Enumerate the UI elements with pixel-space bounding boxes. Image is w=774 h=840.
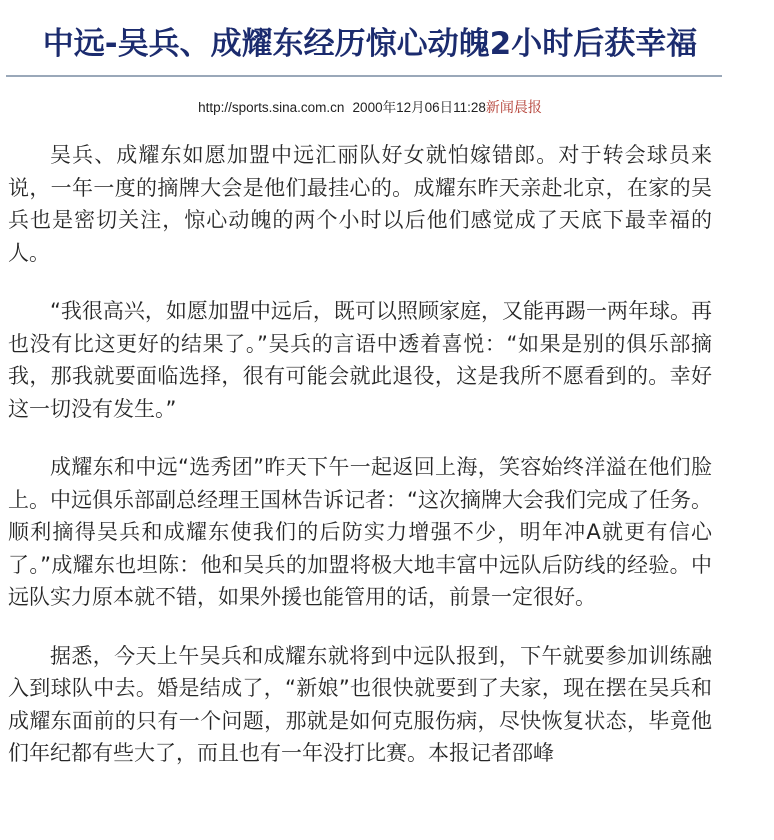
paragraph-4: 据悉，今天上午吴兵和成耀东就将到中远队报到，下午就要参加训练融入到球队中去。婚是结成了，“新娘”也很快就要到了夫家，现在摆在吴兵和成耀东面前的只有一个问题，那就是如何克服伤病，尽快恢复状态，毕竟他们年纪都有些大了，而且也有一年没打比赛。本报记者邵峰: [8, 643, 712, 765]
article-meta: [0, 96, 740, 117]
source-name: 新闻晨报: [485, 100, 542, 116]
publish-date: 2000年12月06日11:28: [352, 100, 486, 115]
paragraph-3: 成耀东和中远“选秀团”昨天下午一起返回上海，笑容始终洋溢在他们脸上。中远俱乐部副总经理王国林告诉记者：“这次摘牌大会我们完成了任务。顺利摘得吴兵和成耀东使我们的后防实力增强不少，明年冲A就更有信心了。”成耀东也坦陈：他和吴兵的加盟将极大地丰富中远队后防线的经验。中远队实力原本就不错，如果外援也能管用的话，前景一定很好。: [8, 455, 712, 609]
paragraph-1: 吴兵、成耀东如愿加盟中远汇丽队好女就怕嫁错郎。对于转会球员来说，一年一度的摘牌大会是他们最挂心的。成耀东昨天亲赴北京，在家的吴兵也是密切关注，惊心动魄的两个小时以后他们感觉成了天底下最幸福的人。: [8, 143, 712, 265]
headline-divider: [6, 75, 722, 77]
paragraph-2: “我很高兴，如愿加盟中远后，既可以照顾家庭，又能再踢一两年球。再也没有比这更好的结果了。”吴兵的言语中透着喜悦：“如果是别的俱乐部摘我，那我就要面临选择，很有可能会就此退役，这是我所不愿看到的。幸好这一切没有发生。”: [8, 299, 712, 421]
article-body: [8, 139, 712, 796]
source-url[interactable]: http://sports.sina.com.cn: [198, 100, 345, 115]
article-headline: 中远-吴兵、成耀东经历惊心动魄2小时后获幸福: [42, 26, 698, 62]
